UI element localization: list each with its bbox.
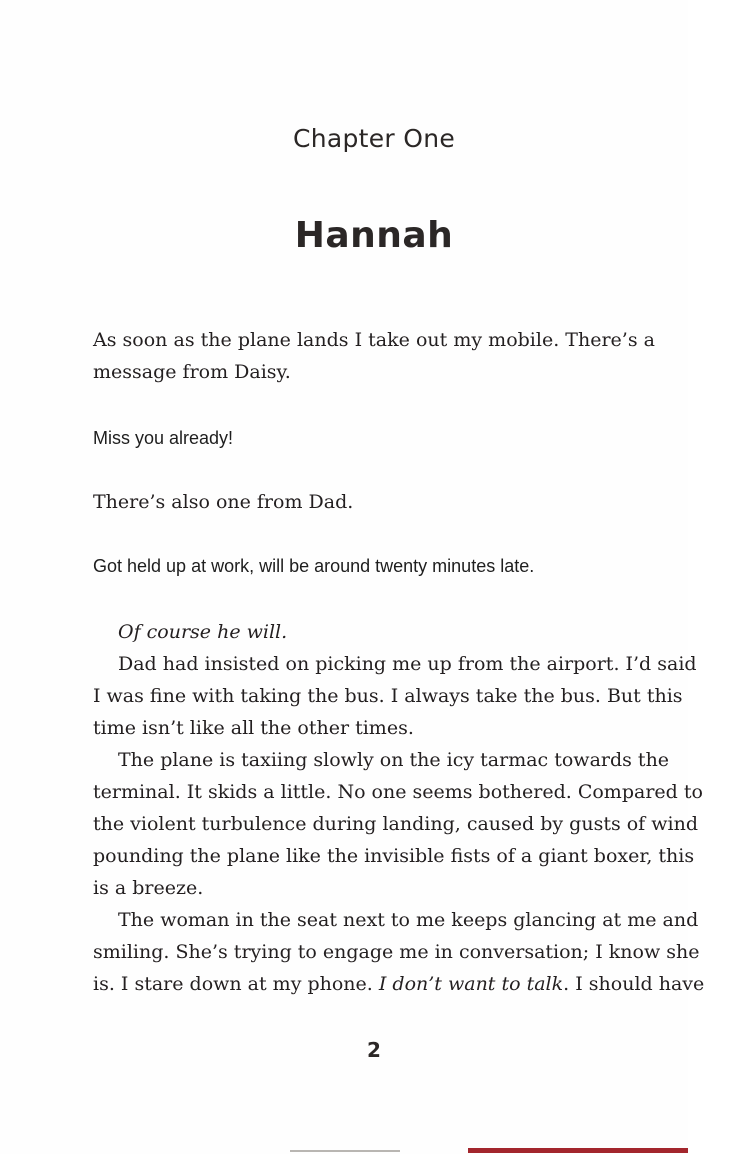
paragraph-1-line-1: As soon as the plane lands I take out my mobile. There’s a <box>93 329 655 351</box>
paragraph-6-line-2: smiling. She’s trying to engage me in conversation; I know she <box>93 941 700 963</box>
paragraph-6-line-3-end: . I should have <box>563 973 705 995</box>
paragraph-4-line-1: Dad had insisted on picking me up from the airport. I’d said <box>118 653 697 675</box>
paragraph-5-line-3: the violent turbulence during landing, caused by gusts of wind <box>93 813 698 835</box>
paragraph-2: There’s also one from Dad. <box>93 491 354 513</box>
chapter-title: Hannah <box>294 215 454 256</box>
paragraph-5-line-2: terminal. It skids a little. No one seems bothered. Compared to <box>93 781 703 803</box>
paragraph-4-line-2: I was fine with taking the bus. I always take the bus. But this <box>93 685 683 707</box>
bottom-edge-mark <box>290 1150 400 1152</box>
page-number: 2 <box>367 1038 381 1062</box>
paragraph-6-italic-thought: I don’t want to talk <box>378 973 564 995</box>
paragraph-6-line-1: The woman in the seat next to me keeps glancing at me and <box>118 909 699 931</box>
paragraph-1-line-2: message from Daisy. <box>93 361 291 383</box>
paragraph-6-line-3 <box>93 968 705 1000</box>
paragraph-3-thought: Of course he will. <box>118 621 288 643</box>
paragraph-4-line-3: time isn’t like all the other times. <box>93 717 414 739</box>
paragraph-5-line-5: is a breeze. <box>93 877 204 899</box>
paragraph-6-line-3-start: is. I stare down at my phone. <box>93 973 379 995</box>
text-message-dad: Got held up at work, will be around twenty minutes late. <box>93 556 535 576</box>
paragraph-5-line-1: The plane is taxiing slowly on the icy tarmac towards the <box>118 749 670 771</box>
page-edge-shadow <box>468 1148 688 1153</box>
paragraph-5-line-4: pounding the plane like the invisible fists of a giant boxer, this <box>93 845 695 867</box>
text-message-daisy: Miss you already! <box>93 428 234 448</box>
chapter-label: Chapter One <box>292 124 456 153</box>
